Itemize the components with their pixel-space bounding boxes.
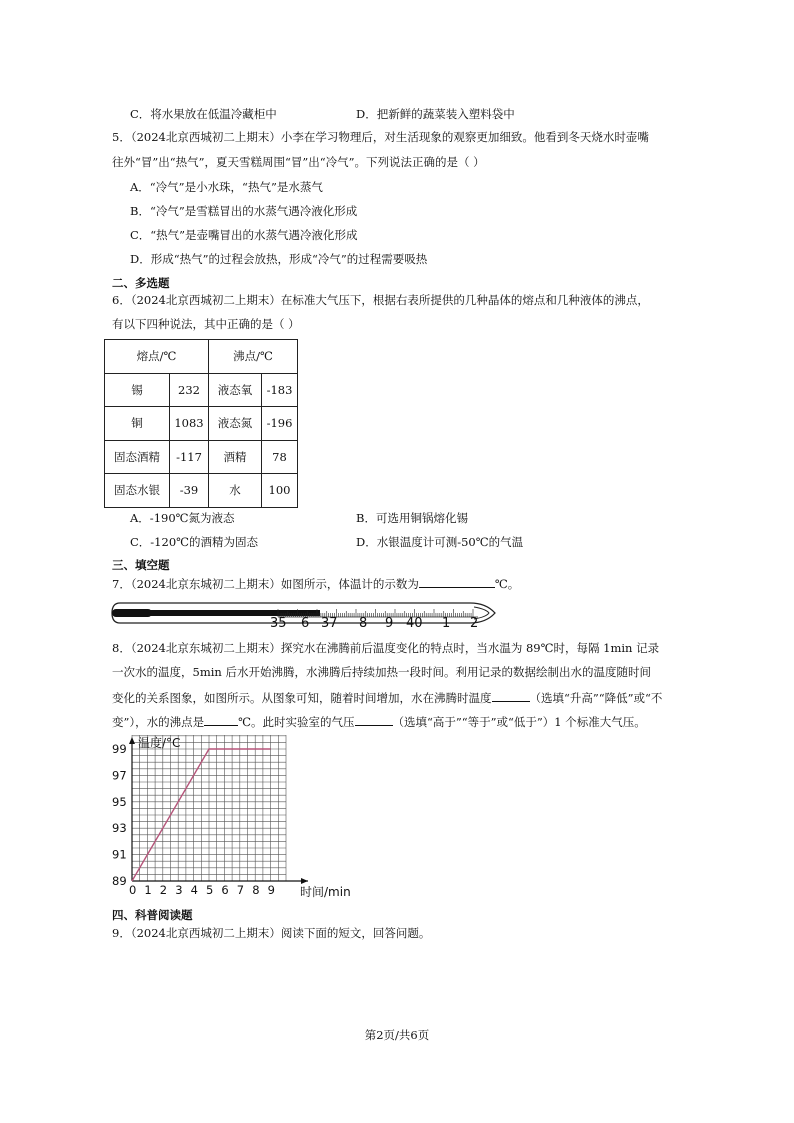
- q7-answer-blank[interactable]: [419, 575, 495, 588]
- table-cell: 锡: [105, 373, 170, 407]
- q8-line4-c: （选填“高于”“等于”或“低于”）1 个标准大气压。: [392, 715, 646, 729]
- table-cell: -39: [170, 474, 209, 508]
- table-row: [105, 373, 298, 407]
- q9-stem: 9．（2024北京西城初二上期末）阅读下面的短文，回答问题。: [112, 926, 431, 940]
- x-tick-label: 0: [129, 883, 137, 897]
- table-row: [105, 440, 298, 474]
- table-row: [105, 407, 298, 441]
- q6-option-a: A．-190℃氮为液态: [130, 511, 235, 525]
- q7-stem: [112, 575, 519, 592]
- table-cell: 固态水银: [105, 474, 170, 508]
- section-multi-choice-heading: 二、多选题: [112, 276, 170, 290]
- x-tick-label: 5: [206, 883, 214, 897]
- section-fill-blank-heading: 三、填空题: [112, 558, 170, 572]
- x-tick-label: 1: [144, 883, 152, 897]
- y-tick-label: 99: [112, 742, 127, 756]
- q5-option-b: B．“冷气”是雪糕冒出的水蒸气遇冷液化形成: [130, 204, 358, 218]
- table-cell: 液态氧: [209, 373, 262, 407]
- y-tick-label: 89: [112, 874, 127, 888]
- table-cell: 铜: [105, 407, 170, 441]
- q6-stem-line1: 6．（2024北京西城初二上期末）在标准大气压下，根据右表所提供的几种晶体的熔点和几种液体的沸点，: [112, 293, 649, 307]
- q4-option-c: C．将水果放在低温冷藏柜中: [130, 107, 277, 121]
- mercury-column: [148, 610, 320, 616]
- q7-stem-unit: ℃。: [494, 577, 520, 591]
- x-tick-labels: [129, 883, 275, 897]
- table-cell: 232: [170, 373, 209, 407]
- x-tick-label: 4: [190, 883, 198, 897]
- q6-option-d: D．水银温度计可测-50℃的气温: [356, 535, 524, 549]
- q8-pressure-blank[interactable]: [355, 713, 393, 726]
- graph-axes: [129, 737, 308, 884]
- q5-option-d: D．形成“热气”的过程会放热，形成“冷气”的过程需要吸热: [130, 252, 428, 266]
- scale-label: 1: [442, 616, 451, 628]
- table-cell: 100: [262, 474, 298, 508]
- x-tick-label: 9: [267, 883, 275, 897]
- thermometer-bulb: [112, 609, 152, 617]
- page-footer: 第2页/共6页: [364, 1028, 430, 1042]
- q8-line1: 8．（2024北京东城初二上期末）探究水在沸腾前后温度变化的特点时，当水温为 89℃时，每隔 1min 记录: [112, 641, 660, 655]
- q6-stem-line2: 有以下四种说法，其中正确的是（ ）: [112, 317, 300, 331]
- table-header-row: [105, 340, 298, 374]
- scale-label: 6: [301, 616, 310, 628]
- q5-stem-line1: 5．（2024北京西城初二上期末）小李在学习物理后，对生活现象的观察更加细致。他看到冬天烧水时壶嘴: [112, 130, 649, 144]
- table-cell: 1083: [170, 407, 209, 441]
- scale-label: 8: [359, 616, 368, 628]
- melting-boiling-table: [104, 339, 298, 508]
- x-axis-arrow: [301, 878, 308, 884]
- table-cell: -196: [262, 407, 298, 441]
- scale-label: 9: [385, 616, 394, 628]
- x-tick-label: 7: [236, 883, 245, 897]
- q4-option-d: D．把新鲜的蔬菜装入塑料袋中: [356, 107, 515, 121]
- table-cell: 固态酒精: [105, 440, 170, 474]
- q5-option-c: C．“热气”是壶嘴冒出的水蒸气遇冷液化形成: [130, 228, 358, 242]
- q8-line2: 一次水的温度，5min 后水开始沸腾，水沸腾后持续加热一段时间。利用记录的数据绘制出水的温度随时间: [112, 665, 651, 679]
- q8-line4-a: 变”），水的沸点是: [112, 715, 205, 729]
- q8-boiling-point-blank[interactable]: [204, 713, 238, 726]
- q7-stem-text: 7．（2024北京东城初二上期末）如图所示，体温计的示数为: [112, 577, 419, 591]
- header-melting-point: 熔点/℃: [105, 340, 209, 374]
- temperature-time-graph: [100, 735, 370, 900]
- x-tick-label: 3: [175, 883, 183, 897]
- q8-line4: [112, 713, 646, 730]
- table-cell: 78: [262, 440, 298, 474]
- x-tick-label: 8: [252, 883, 260, 897]
- scale-label: 40: [406, 616, 423, 628]
- table-cell: 液态氮: [209, 407, 262, 441]
- y-tick-label: 91: [112, 847, 127, 862]
- y-tick-label: 97: [112, 768, 127, 783]
- header-boiling-point: 沸点/℃: [209, 340, 298, 374]
- clinical-thermometer: [108, 598, 508, 628]
- graph-grid: [132, 735, 286, 881]
- x-tick-label: 2: [159, 883, 168, 897]
- table-cell: 水: [209, 474, 262, 508]
- x-tick-label: 6: [221, 883, 229, 897]
- q8-temp-change-blank[interactable]: [492, 689, 530, 702]
- scale-label: 35: [270, 616, 287, 628]
- q8-line4-b: ℃。此时实验室的气压: [238, 715, 355, 729]
- table-cell: -117: [170, 440, 209, 474]
- q5-stem-line2: 往外“冒”出“热气”，夏天雪糕周围“冒”出“冷气”。下列说法正确的是（ ）: [112, 155, 485, 169]
- table-cell: 酒精: [209, 440, 262, 474]
- q8-line3-text: 变化的关系图象，如图所示。从图象可知，随着时间增加，水在沸腾时温度: [112, 691, 492, 705]
- y-axis-label: 温度/°C: [138, 736, 181, 750]
- q8-line3-choices: （选填“升高”“降低”或“不: [529, 691, 663, 705]
- table-cell: -183: [262, 373, 298, 407]
- q6-option-b: B．可选用铜锅熔化锡: [356, 511, 468, 525]
- scale-label: 37: [321, 616, 338, 628]
- x-axis-label: 时间/min: [300, 885, 351, 899]
- q5-option-a: A．“冷气”是小水珠，“热气”是水蒸气: [130, 180, 323, 194]
- q6-option-c: C．-120℃的酒精为固态: [130, 535, 258, 549]
- section-reading-heading: 四、科普阅读题: [112, 908, 193, 922]
- y-tick-labels: [112, 735, 134, 888]
- scale-label: 2: [470, 616, 479, 628]
- y-tick-label: 95: [112, 794, 127, 809]
- table-row: [105, 474, 298, 508]
- q8-line3: [112, 689, 662, 706]
- y-axis-arrow: [129, 737, 135, 744]
- y-tick-label: 93: [112, 821, 127, 836]
